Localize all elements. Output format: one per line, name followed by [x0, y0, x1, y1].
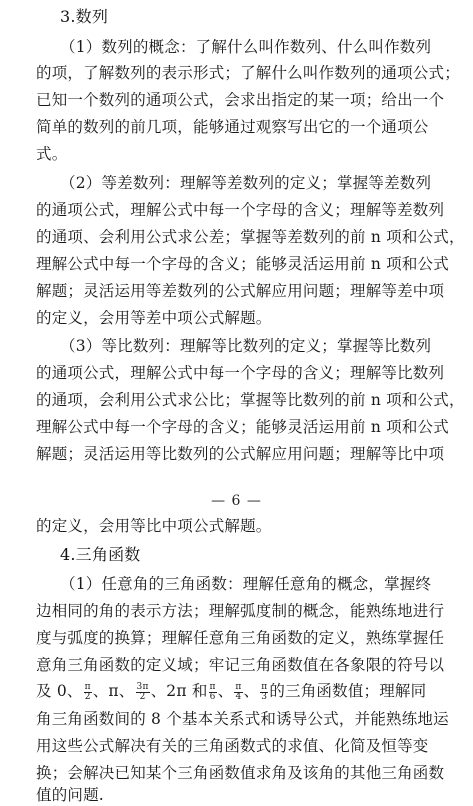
para3-line1: （3）等比数列：理解等比数列的定义；掌握等比数列	[60, 337, 432, 355]
para2-line2: 的通项公式，理解公式中每一个字母的含义；理解等差数列	[36, 201, 445, 219]
para3-line4: 理解公式中每一个字母的含义；能够灵活运用前 n 项和公式	[36, 418, 449, 436]
section-4-title: 4.三角函数	[60, 545, 141, 564]
para3-line2: 的通项公式，理解公式中每一个字母的含义；理解等比数列	[36, 364, 445, 382]
sec4-line4: 意角三角函数的定义域；牢记三角函数值在各象限的符号以	[36, 656, 445, 674]
sec4-line9: 值的问题.	[36, 786, 104, 804]
fraction-3pi-over-2: $\frac{3\pi}{2}$	[136, 681, 149, 702]
sec4-line8: 换；会解决已知某个三角函数值求角及该角的其他三角函数	[36, 764, 445, 782]
angle-sep3: 、	[217, 682, 234, 700]
angle-sep2: 、2π 和	[150, 682, 208, 700]
para2-line3: 的通项、会利用公式求公差；掌握等差数列的前 n 项和公式，	[36, 228, 465, 246]
angle-prefix: 及 0、	[36, 682, 83, 700]
sec4-line1: （1）任意角的三角函数：理解任意角的概念，掌握终	[60, 575, 432, 593]
sec4-line3: 度与弧度的换算；理解任意角三角函数的定义，熟练掌握任	[36, 629, 445, 647]
para2-line4: 理解公式中每一个字母的含义；能够灵活运用前 n 项和公式	[36, 255, 449, 273]
para3-line5: 解题；灵活运用等比数列的公式解应用问题；理解等比中项	[36, 445, 445, 463]
para1-line3: 已知一个数列的通项公式，会求出指定的某一项；给出一个	[36, 91, 445, 109]
para1-line1: （1）数列的概念：了解什么叫作数列、什么叫作数列	[60, 38, 432, 56]
angle-sep4: 、	[243, 682, 260, 700]
angle-suffix: 的三角函数值；理解同	[269, 682, 427, 700]
sec4-line7: 用这些公式解决有关的三角函数式的求值、化简及恒等变	[36, 737, 429, 755]
sec4-line2: 边相同的角的表示方法；理解弧度制的概念，能熟练地进行	[36, 602, 445, 620]
fraction-pi-over-3: $\frac{\pi}{3}$	[261, 681, 268, 702]
fraction-pi-over-4: $\frac{\pi}{4}$	[235, 681, 242, 702]
section-3-title: 3.数列	[60, 7, 109, 26]
fraction-pi-over-2: $\frac{\pi}{2}$	[84, 681, 91, 702]
para2-line1: （2）等差数列：理解等差数列的定义；掌握等差数列	[60, 174, 432, 192]
para1-line4: 简单的数列的前几项，能够通过观察写出它的一个通项公	[36, 118, 429, 136]
angle-sep1: 、π、	[92, 682, 135, 700]
page-number: — 6 —	[211, 493, 262, 509]
sec4-line6: 角三角函数间的 8 个基本关系式和诱导公式，并能熟练地运	[36, 710, 449, 728]
fraction-pi-over-6: $\frac{\pi}{6}$	[209, 681, 216, 702]
para2-line5: 解题；灵活运用等差数列的公式解应用问题；理解等差中项	[36, 282, 445, 300]
para1-line5: 式。	[36, 145, 68, 163]
para3-line3: 的通项，会利用公式求公比；掌握等比数列的前 n 项和公式，	[36, 391, 465, 409]
para1-line2: 的项，了解数列的表示形式；了解什么叫作数列的通项公式；	[36, 64, 460, 82]
continuation-line: 的定义，会用等比中项公式解题。	[36, 517, 272, 535]
sec4-angle-line	[36, 681, 426, 702]
para2-line6: 的定义，会用等差中项公式解题。	[36, 309, 272, 327]
